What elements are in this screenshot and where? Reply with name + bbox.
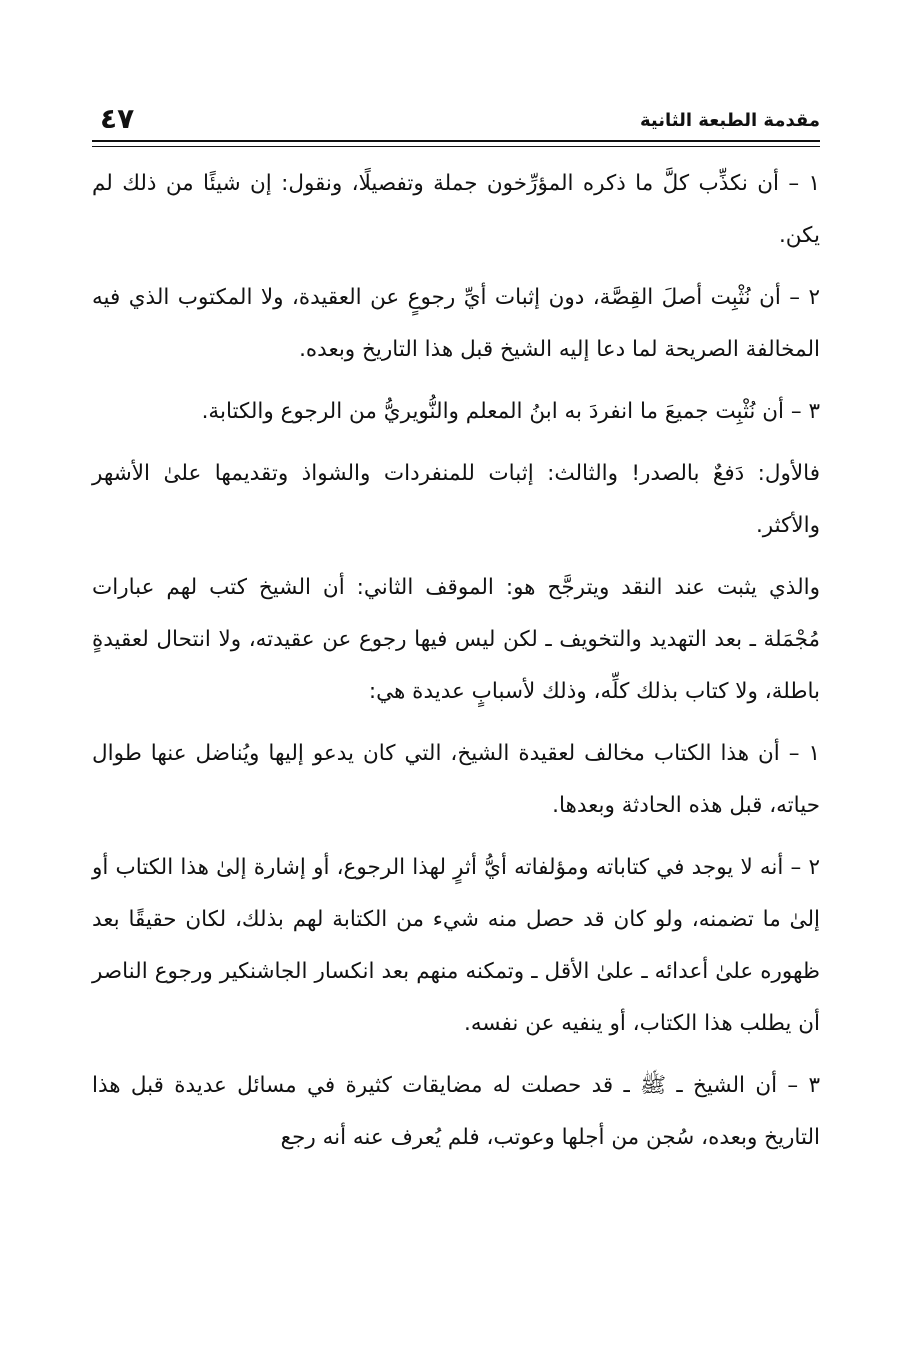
paragraph-2: ٢ – أن نُثْبِت أصلَ القِصَّة، دون إثبات أيِّ رجوعٍ عن العقيدة، ولا المكتوب الذي فيه المخالفة الصريحة لما دعا إليه الشيخ قبل هذا التاريخ وبعده.: [92, 285, 820, 362]
header-title: مقدمة الطبعة الثانية: [639, 110, 820, 131]
running-header: [92, 100, 820, 142]
page-number: ٤٧: [100, 102, 135, 135]
book-page: [92, 100, 820, 1240]
paragraph-4: فالأول: دَفعٌ بالصدر! والثالث: إثبات للمنفردات والشواذ وتقديمها علىٰ الأشهر والأكثر.: [92, 461, 820, 538]
paragraph-6: ١ – أن هذا الكتاب مخالف لعقيدة الشيخ، التي كان يدعو إليها ويُناضل عنها طوال حياته، قبل هذه الحادثة وبعدها.: [92, 741, 820, 818]
paragraph-5: والذي يثبت عند النقد ويترجَّح هو: الموقف الثاني: أن الشيخ كتب لهم عبارات مُجْمَلة ـ بعد التهديد والتخويف ـ لكن ليس فيها رجوع عن عقيدته، ولا انتحال لعقيدةٍ باطلة، ولا كتاب بذلك كلِّه، وذلك لأسبابٍ عديدة هي:: [92, 575, 820, 704]
paragraph-8: ٣ – أن الشيخ ـ ﷺ ـ قد حصلت له مضايقات كثيرة في مسائل عديدة قبل هذا التاريخ وبعده، سُجن من أجلها وعوتب، فلم يُعرف عنه أنه رجع: [92, 1073, 820, 1150]
paragraph-1: ١ – أن نكذِّب كلَّ ما ذكره المؤرِّخون جملة وتفصيلًا، ونقول: إن شيئًا من ذلك لم يكن.: [92, 171, 820, 248]
paragraph-7: ٢ – أنه لا يوجد في كتاباته ومؤلفاته أيُّ أثرٍ لهذا الرجوع، أو إشارة إلىٰ هذا الكتاب أو إلىٰ ما تضمنه، ولو كان قد حصل منه شيء من الكتابة لهم بذلك، لكان حقيقًا بعد ظهوره علىٰ أعدائه ـ علىٰ الأقل ـ وتمكنه منهم بعد انكسار الجاشنكير ورجوع الناصر أن يطلب هذا الكتاب، أو ينفيه عن نفسه.: [92, 855, 820, 1036]
paragraph-3: ٣ – أن نُثْبِت جميعَ ما انفردَ به ابنُ المعلم والنُّويريُّ من الرجوع والكتابة.: [201, 399, 820, 424]
page-body: [92, 158, 820, 1174]
